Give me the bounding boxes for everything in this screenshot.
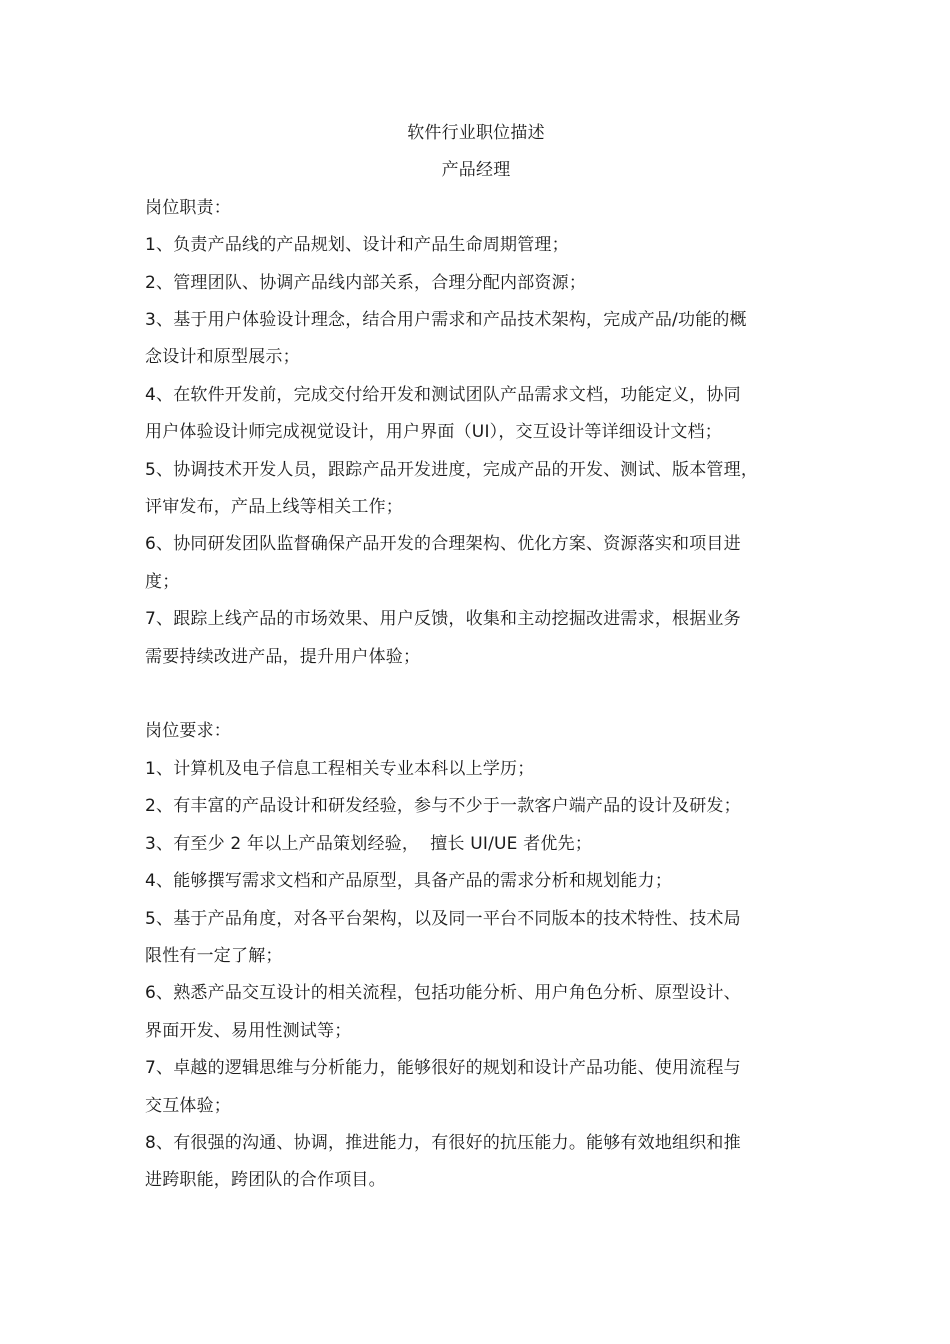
requirement-line: 进跨职能，跨团队的合作项目。 — [145, 1170, 386, 1191]
section-gap — [145, 676, 807, 713]
document-body — [145, 115, 807, 1200]
requirement-line: 1、计算机及电子信息工程相关专业本科以上学历； — [145, 758, 535, 779]
duty-line: 5、协调技术开发人员，跟踪产品开发进度，完成产品的开发、测试、版本管理， — [145, 459, 759, 480]
requirements-heading: 岗位要求： — [145, 721, 231, 742]
requirement-line: 限性有一定了解； — [145, 945, 283, 966]
duties-heading: 岗位职责： — [145, 197, 231, 218]
requirement-line: 6、熟悉产品交互设计的相关流程，包括功能分析、用户角色分析、原型设计、 — [145, 983, 741, 1004]
document-title: 软件行业职位描述 — [407, 123, 545, 143]
duty-line: 2、管理团队、协调产品线内部关系，合理分配内部资源； — [145, 272, 587, 293]
duty-line: 7、跟踪上线产品的市场效果、用户反馈，收集和主动挖掘改进需求，根据业务 — [145, 609, 741, 630]
duty-line: 评审发布，产品上线等相关工作； — [145, 497, 403, 518]
duty-line: 6、协同研发团队监督确保产品开发的合理架构、优化方案、资源落实和项目进 — [145, 534, 741, 555]
requirement-line: 界面开发、易用性测试等； — [145, 1020, 352, 1041]
requirement-line: 5、基于产品角度，对各平台架构，以及同一平台不同版本的技术特性、技术局 — [145, 908, 741, 929]
requirement-line: 2、有丰富的产品设计和研发经验，参与不少于一款客户端产品的设计及研发； — [145, 796, 741, 817]
document-subtitle: 产品经理 — [441, 160, 511, 181]
duty-line: 1、负责产品线的产品规划、设计和产品生命周期管理； — [145, 235, 569, 256]
requirement-line: 3、有至少 2 年以上产品策划经验， 擅长 UI/UE 者优先； — [145, 833, 593, 854]
requirement-line: 7、卓越的逻辑思维与分析能力，能够很好的规划和设计产品功能、使用流程与 — [145, 1058, 741, 1079]
requirement-line: 4、能够撰写需求文档和产品原型，具备产品的需求分析和规划能力； — [145, 871, 673, 892]
requirement-line: 交互体验； — [145, 1095, 231, 1116]
duty-line: 4、在软件开发前，完成交付给开发和测试团队产品需求文档，功能定义，协同 — [145, 384, 741, 405]
duty-line: 用户体验设计师完成视觉设计，用户界面（UI），交互设计等详细设计文档； — [145, 422, 722, 443]
duty-line: 度； — [145, 571, 180, 592]
duty-line: 需要持续改进产品，提升用户体验； — [145, 646, 421, 667]
duty-line: 3、基于用户体验设计理念，结合用户需求和产品技术架构，完成产品/功能的概 — [145, 310, 747, 331]
duty-line: 念设计和原型展示； — [145, 347, 300, 368]
requirement-line: 8、有很强的沟通、协调，推进能力，有很好的抗压能力。能够有效地组织和推 — [145, 1132, 741, 1153]
